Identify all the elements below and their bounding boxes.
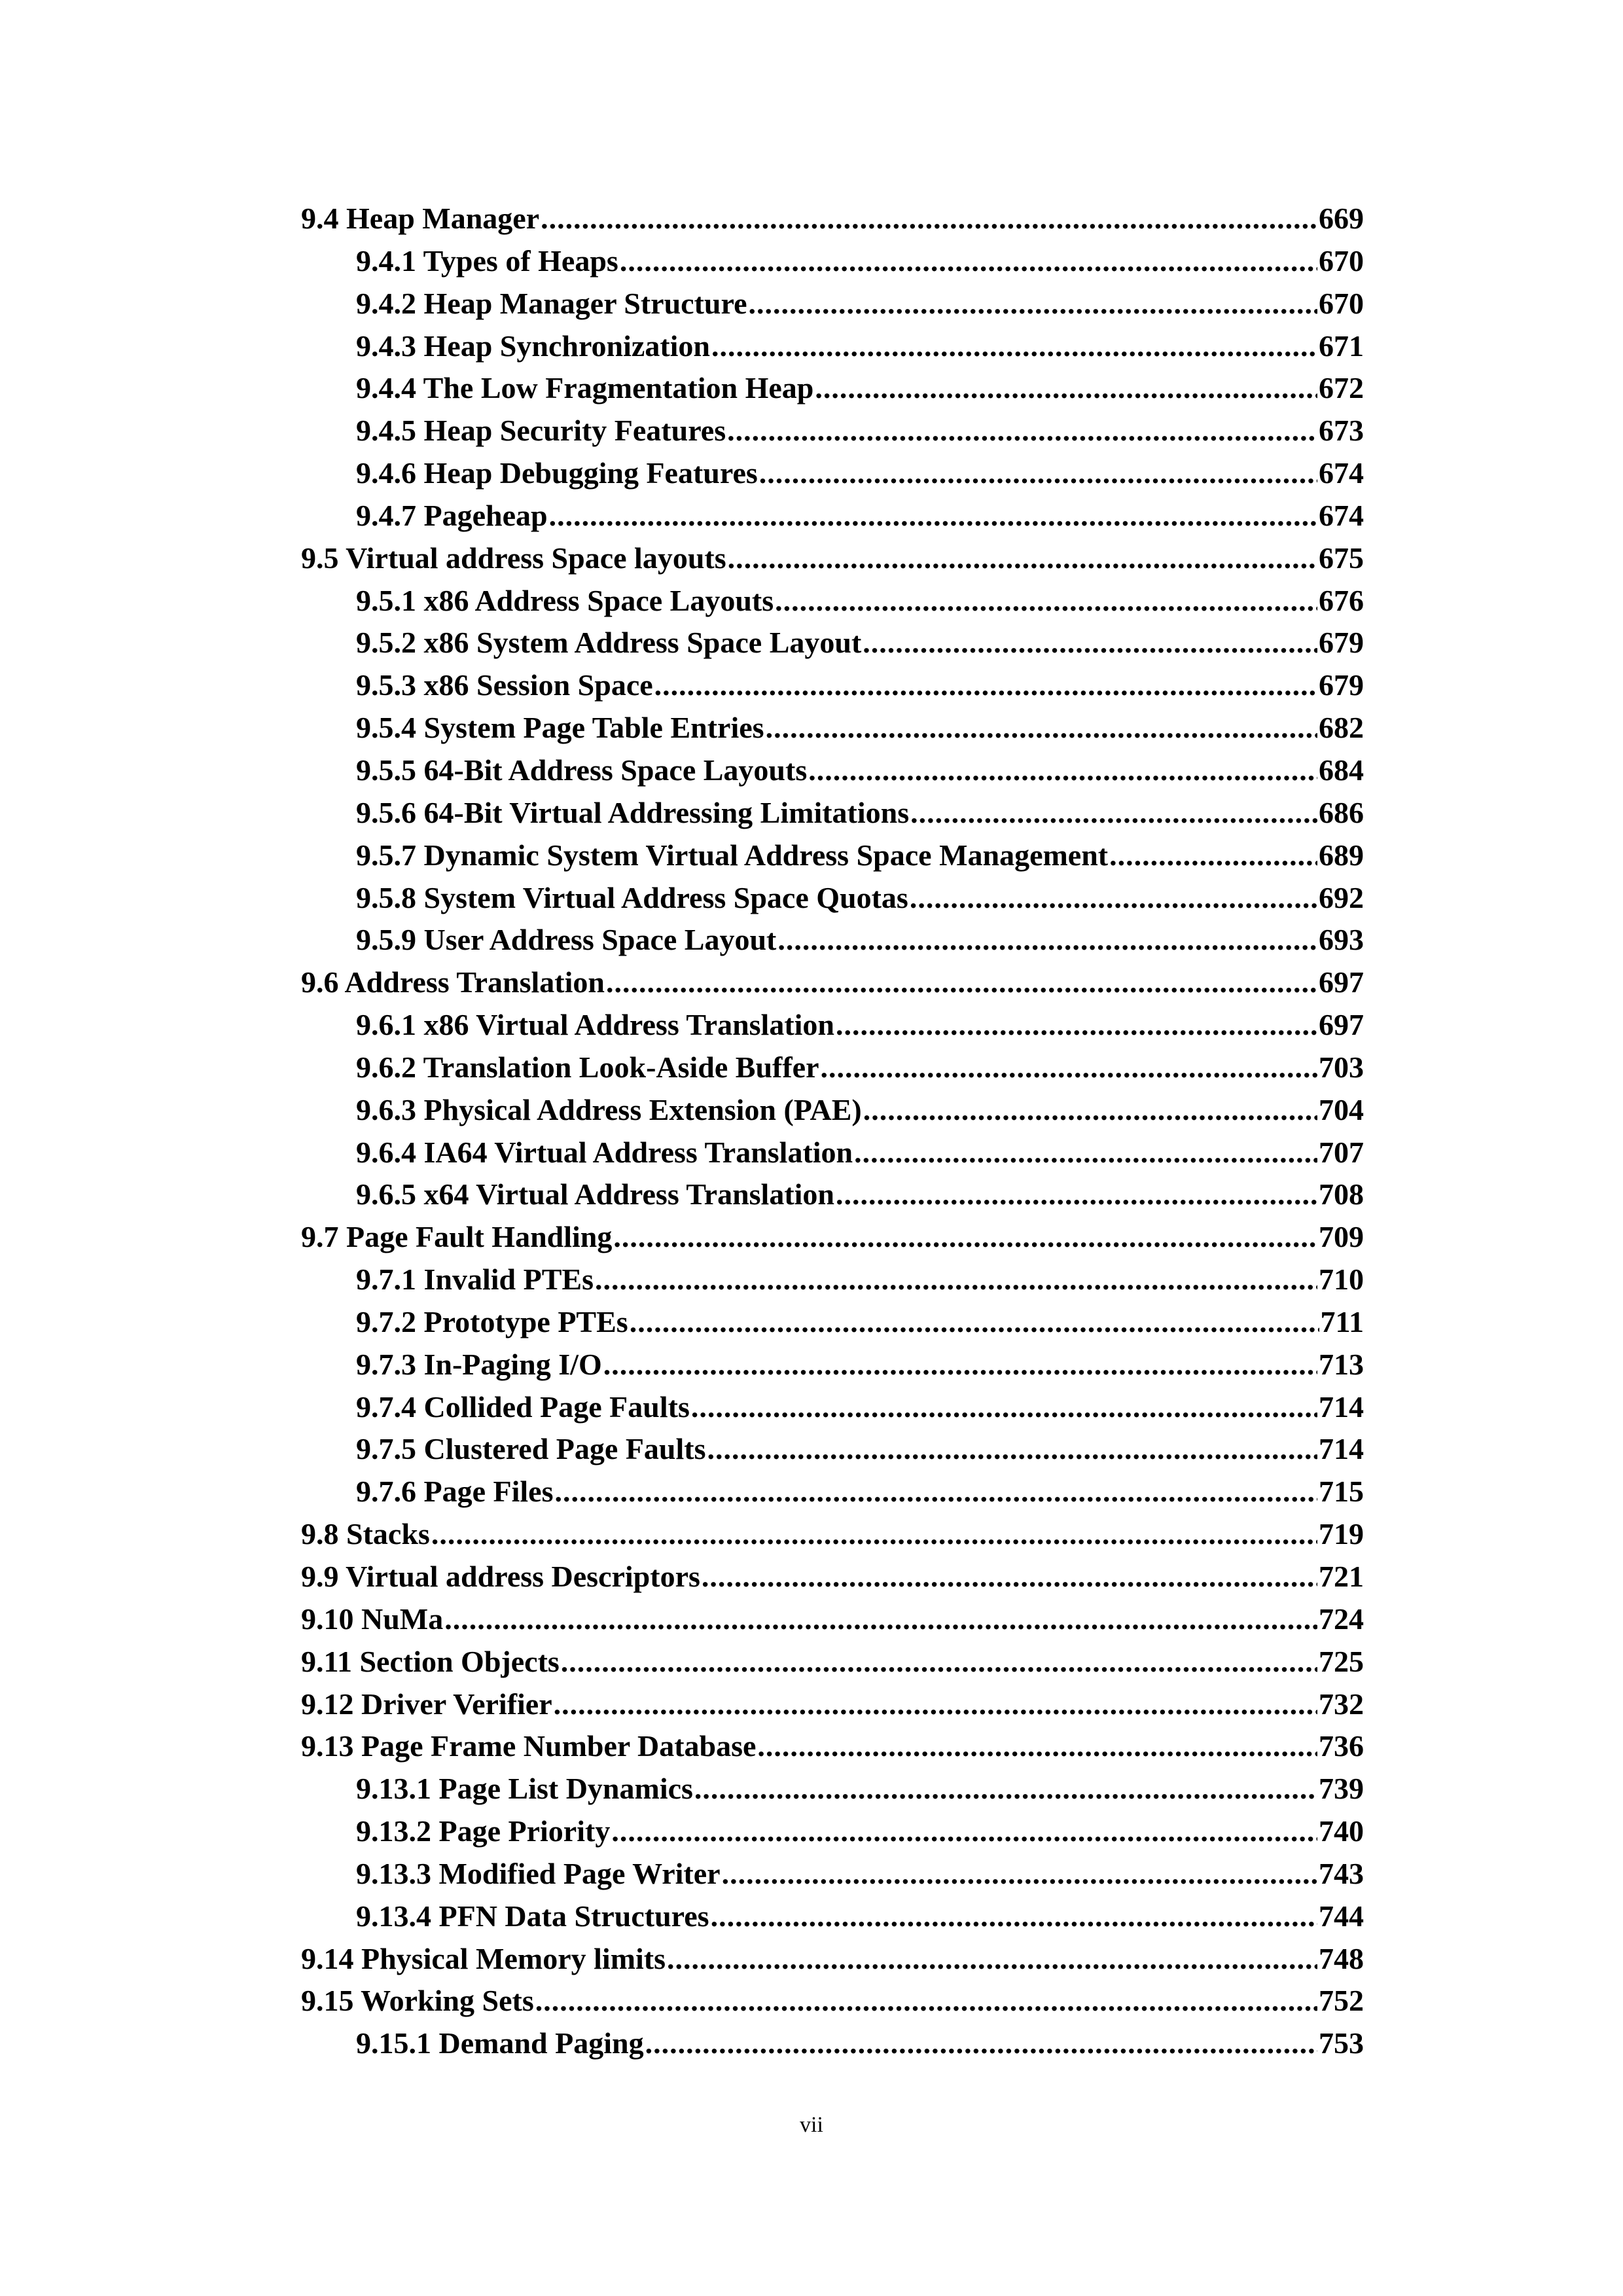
toc-dot-leader (707, 1428, 1317, 1471)
toc-entry-title[interactable]: 9.4.4 The Low Fragmentation Heap (356, 371, 814, 405)
toc-entry-title[interactable]: 9.7.3 In-Paging I/O (356, 1347, 602, 1381)
toc-dot-leader (777, 919, 1317, 961)
toc-entry-page-number[interactable]: 740 (1319, 1814, 1364, 1848)
toc-entry[interactable] (301, 1259, 1364, 1301)
toc-entry[interactable] (301, 283, 1364, 325)
toc-entry-title[interactable]: 9.6.3 Physical Address Extension (PAE) (356, 1092, 862, 1126)
toc-entry-title[interactable]: 9.7.4 Collided Page Faults (356, 1390, 690, 1424)
toc-entry-page-number[interactable]: 744 (1319, 1899, 1364, 1933)
toc-dot-leader (630, 1301, 1319, 1344)
toc-dot-leader (910, 877, 1317, 920)
page-number-footer: vii (800, 2113, 823, 2137)
toc-entry[interactable] (301, 1174, 1364, 1216)
table-of-contents (301, 198, 1364, 2065)
toc-entry[interactable] (301, 580, 1364, 622)
toc-entry-page-number[interactable]: 725 (1319, 1644, 1364, 1678)
toc-entry-page-number[interactable]: 671 (1319, 329, 1364, 363)
toc-entry-page-number[interactable]: 732 (1319, 1687, 1364, 1721)
toc-entry-page-number[interactable]: 669 (1319, 202, 1364, 235)
toc-dot-leader (711, 1895, 1317, 1938)
toc-entry-title[interactable]: 9.4.1 Types of Heaps (356, 243, 618, 278)
toc-dot-leader (691, 1386, 1317, 1429)
toc-entry-page-number[interactable]: 679 (1319, 626, 1364, 660)
toc-entry-page-number[interactable]: 736 (1319, 1729, 1364, 1763)
toc-dot-leader (702, 1556, 1317, 1598)
toc-entry-page-number[interactable]: 743 (1319, 1856, 1364, 1890)
toc-dot-leader (722, 1853, 1317, 1895)
toc-entry-page-number[interactable]: 708 (1319, 1177, 1364, 1211)
toc-dot-leader (654, 664, 1317, 707)
toc-entry[interactable] (301, 961, 1364, 1004)
toc-entry-title[interactable]: 9.7.6 Page Files (356, 1475, 554, 1509)
toc-entry-page-number[interactable]: 684 (1319, 753, 1364, 787)
toc-entry-title[interactable]: 9.6.2 Translation Look-Aside Buffer (356, 1050, 819, 1084)
toc-entry-page-number[interactable]: 709 (1319, 1220, 1364, 1254)
toc-entry-title[interactable]: 9.15 Working Sets (301, 1984, 534, 2018)
toc-dot-leader (728, 537, 1317, 580)
toc-dot-leader (910, 792, 1317, 834)
toc-dot-leader (603, 1344, 1317, 1386)
toc-entry-title[interactable]: 9.5.6 64-Bit Virtual Addressing Limitations (356, 795, 910, 829)
toc-entry-page-number[interactable]: 686 (1319, 795, 1364, 829)
toc-entry[interactable] (301, 1216, 1364, 1259)
toc-entry-title[interactable]: 9.5.7 Dynamic System Virtual Address Space Management (356, 838, 1109, 872)
toc-entry-page-number[interactable]: 679 (1319, 668, 1364, 702)
toc-dot-leader (766, 707, 1317, 749)
toc-entry-title[interactable]: 9.13 Page Frame Number Database (301, 1729, 757, 1763)
toc-entry[interactable] (301, 707, 1364, 749)
toc-entry[interactable] (301, 1556, 1364, 1598)
toc-entry-title[interactable]: 9.4.7 Pageheap (356, 498, 548, 532)
toc-entry[interactable] (301, 1853, 1364, 1895)
toc-entry[interactable] (301, 325, 1364, 368)
toc-entry-page-number[interactable]: 739 (1319, 1772, 1364, 1806)
toc-entry-page-number[interactable]: 692 (1319, 880, 1364, 914)
toc-dot-leader (821, 1047, 1317, 1089)
toc-dot-leader (555, 1471, 1318, 1513)
toc-entry-title[interactable]: 9.13.2 Page Priority (356, 1814, 611, 1848)
toc-entry[interactable] (301, 834, 1364, 877)
toc-entry-title[interactable]: 9.4.5 Heap Security Features (356, 414, 726, 448)
toc-entry-title[interactable]: 9.5.1 x86 Address Space Layouts (356, 583, 774, 617)
toc-entry-page-number[interactable]: 724 (1319, 1602, 1364, 1636)
toc-dot-leader (535, 1980, 1317, 2022)
toc-entry-page-number[interactable]: 704 (1319, 1092, 1364, 1126)
toc-entry-page-number[interactable]: 693 (1319, 923, 1364, 957)
toc-dot-leader (613, 1216, 1317, 1259)
toc-entry[interactable] (301, 1004, 1364, 1047)
toc-dot-leader (836, 1174, 1317, 1216)
toc-dot-leader (815, 367, 1317, 410)
toc-entry[interactable] (301, 1386, 1364, 1429)
toc-entry-page-number[interactable]: 748 (1319, 1941, 1364, 1975)
toc-entry[interactable] (301, 622, 1364, 664)
toc-entry-page-number[interactable]: 673 (1319, 414, 1364, 448)
toc-dot-leader (775, 580, 1317, 622)
toc-entry-page-number[interactable]: 697 (1319, 1008, 1364, 1042)
toc-entry-page-number[interactable]: 713 (1319, 1347, 1364, 1381)
toc-entry-title[interactable]: 9.6 Address Translation (301, 965, 605, 999)
toc-entry-page-number[interactable]: 710 (1319, 1263, 1364, 1297)
toc-entry-title[interactable]: 9.4.3 Heap Synchronization (356, 329, 710, 363)
toc-entry-title[interactable]: 9.5.2 x86 System Address Space Layout (356, 626, 862, 660)
toc-entry-page-number[interactable]: 714 (1319, 1432, 1364, 1466)
toc-entry[interactable] (301, 410, 1364, 452)
toc-entry-title[interactable]: 9.13.1 Page List Dynamics (356, 1772, 693, 1806)
toc-entry[interactable] (301, 1301, 1364, 1344)
toc-entry-page-number[interactable]: 674 (1319, 456, 1364, 490)
toc-entry[interactable] (301, 240, 1364, 283)
toc-entry-title[interactable]: 9.9 Virtual address Descriptors (301, 1560, 700, 1593)
toc-dot-leader (667, 1938, 1317, 1981)
toc-entry-title[interactable]: 9.7.5 Clustered Page Faults (356, 1432, 706, 1466)
toc-entry[interactable] (301, 1895, 1364, 1938)
toc-dot-leader (549, 495, 1317, 537)
toc-entry-page-number[interactable]: 676 (1319, 583, 1364, 617)
toc-entry-title[interactable]: 9.13.4 PFN Data Structures (356, 1899, 709, 1933)
toc-dot-leader (444, 1598, 1317, 1641)
toc-entry[interactable] (301, 1938, 1364, 1981)
toc-dot-leader (606, 961, 1317, 1004)
toc-entry[interactable] (301, 919, 1364, 961)
toc-entry[interactable] (301, 1683, 1364, 1726)
toc-entry-title[interactable]: 9.5.3 x86 Session Space (356, 668, 653, 702)
toc-entry-page-number[interactable]: 674 (1319, 498, 1364, 532)
toc-entry[interactable] (301, 1810, 1364, 1853)
toc-entry-title[interactable]: 9.8 Stacks (301, 1517, 430, 1551)
toc-dot-leader (727, 410, 1317, 452)
toc-entry[interactable] (301, 452, 1364, 495)
toc-dot-leader (620, 240, 1317, 283)
toc-entry[interactable] (301, 1768, 1364, 1810)
toc-entry-page-number[interactable]: 670 (1319, 286, 1364, 320)
toc-entry[interactable] (301, 1428, 1364, 1471)
toc-dot-leader (431, 1513, 1317, 1556)
toc-entry[interactable] (301, 1344, 1364, 1386)
toc-entry-title[interactable]: 9.12 Driver Verifier (301, 1687, 552, 1721)
toc-entry-title[interactable]: 9.5.8 System Virtual Address Space Quotas (356, 880, 908, 914)
toc-entry[interactable] (301, 1047, 1364, 1089)
toc-entry-title[interactable]: 9.15.1 Demand Paging (356, 2026, 644, 2060)
toc-entry[interactable] (301, 1132, 1364, 1174)
toc-entry-page-number[interactable]: 715 (1319, 1475, 1364, 1509)
toc-entry[interactable] (301, 1471, 1364, 1513)
toc-entry[interactable] (301, 664, 1364, 707)
toc-dot-leader (541, 198, 1317, 240)
toc-dot-leader (863, 622, 1317, 664)
toc-entry[interactable] (301, 1089, 1364, 1132)
toc-dot-leader (711, 325, 1317, 368)
toc-entry-page-number[interactable]: 689 (1319, 838, 1364, 872)
toc-entry-page-number[interactable]: 753 (1319, 2026, 1364, 2060)
toc-dot-leader (808, 749, 1317, 792)
toc-dot-leader (863, 1089, 1317, 1132)
toc-entry-page-number[interactable]: 707 (1319, 1135, 1364, 1169)
toc-entry-title[interactable]: 9.7 Page Fault Handling (301, 1220, 613, 1254)
toc-entry[interactable] (301, 1980, 1364, 2022)
toc-dot-leader (595, 1259, 1317, 1301)
toc-entry[interactable] (301, 198, 1364, 240)
toc-entry[interactable] (301, 537, 1364, 580)
toc-entry-title[interactable]: 9.4.6 Heap Debugging Features (356, 456, 758, 490)
toc-entry-title[interactable]: 9.4 Heap Manager (301, 202, 540, 235)
toc-entry[interactable] (301, 2022, 1364, 2065)
toc-dot-leader (749, 283, 1317, 325)
toc-entry-title[interactable]: 9.10 NuMa (301, 1602, 444, 1636)
toc-entry-page-number[interactable]: 675 (1319, 541, 1364, 575)
toc-entry-title[interactable]: 9.13.3 Modified Page Writer (356, 1856, 721, 1890)
toc-dot-leader (561, 1641, 1317, 1683)
toc-entry[interactable] (301, 1641, 1364, 1683)
toc-entry-page-number[interactable]: 721 (1319, 1560, 1364, 1593)
toc-entry-title[interactable]: 9.6.1 x86 Virtual Address Translation (356, 1008, 835, 1042)
toc-entry-title[interactable]: 9.5.4 System Page Table Entries (356, 711, 764, 745)
toc-entry-title[interactable]: 9.7.2 Prototype PTEs (356, 1304, 628, 1338)
toc-dot-leader (554, 1683, 1317, 1726)
toc-entry-page-number[interactable]: 703 (1319, 1050, 1364, 1084)
toc-dot-leader (836, 1004, 1317, 1047)
toc-entry[interactable] (301, 1598, 1364, 1641)
toc-entry-title[interactable]: 9.7.1 Invalid PTEs (356, 1263, 594, 1297)
toc-entry[interactable] (301, 792, 1364, 834)
toc-entry-title[interactable]: 9.5 Virtual address Space layouts (301, 541, 726, 575)
toc-entry-page-number[interactable]: 672 (1319, 371, 1364, 405)
toc-dot-leader (694, 1768, 1317, 1810)
toc-dot-leader (854, 1132, 1317, 1174)
toc-dot-leader (759, 452, 1317, 495)
toc-entry-page-number[interactable]: 714 (1319, 1390, 1364, 1424)
toc-entry-title[interactable]: 9.6.4 IA64 Virtual Address Translation (356, 1135, 853, 1169)
toc-entry-page-number[interactable]: 711 (1320, 1304, 1364, 1338)
toc-dot-leader (611, 1810, 1317, 1853)
toc-dot-leader (645, 2022, 1317, 2065)
toc-entry-title[interactable]: 9.5.5 64-Bit Address Space Layouts (356, 753, 808, 787)
toc-entry-page-number[interactable]: 752 (1319, 1984, 1364, 2018)
toc-entry-page-number[interactable]: 670 (1319, 243, 1364, 278)
toc-entry-title[interactable]: 9.6.5 x64 Virtual Address Translation (356, 1177, 835, 1211)
toc-entry-page-number[interactable]: 682 (1319, 711, 1364, 745)
toc-entry[interactable] (301, 1725, 1364, 1768)
toc-dot-leader (1109, 834, 1317, 877)
toc-entry[interactable] (301, 749, 1364, 792)
toc-entry-page-number[interactable]: 719 (1319, 1517, 1364, 1551)
toc-entry-title[interactable]: 9.11 Section Objects (301, 1644, 560, 1678)
toc-entry-title[interactable]: 9.4.2 Heap Manager Structure (356, 286, 747, 320)
toc-entry-title[interactable]: 9.14 Physical Memory limits (301, 1941, 666, 1975)
toc-entry[interactable] (301, 367, 1364, 410)
toc-entry-page-number[interactable]: 697 (1319, 965, 1364, 999)
toc-entry[interactable] (301, 877, 1364, 920)
toc-entry-title[interactable]: 9.5.9 User Address Space Layout (356, 923, 777, 957)
toc-dot-leader (757, 1725, 1317, 1768)
toc-entry[interactable] (301, 1513, 1364, 1556)
toc-entry[interactable] (301, 495, 1364, 537)
